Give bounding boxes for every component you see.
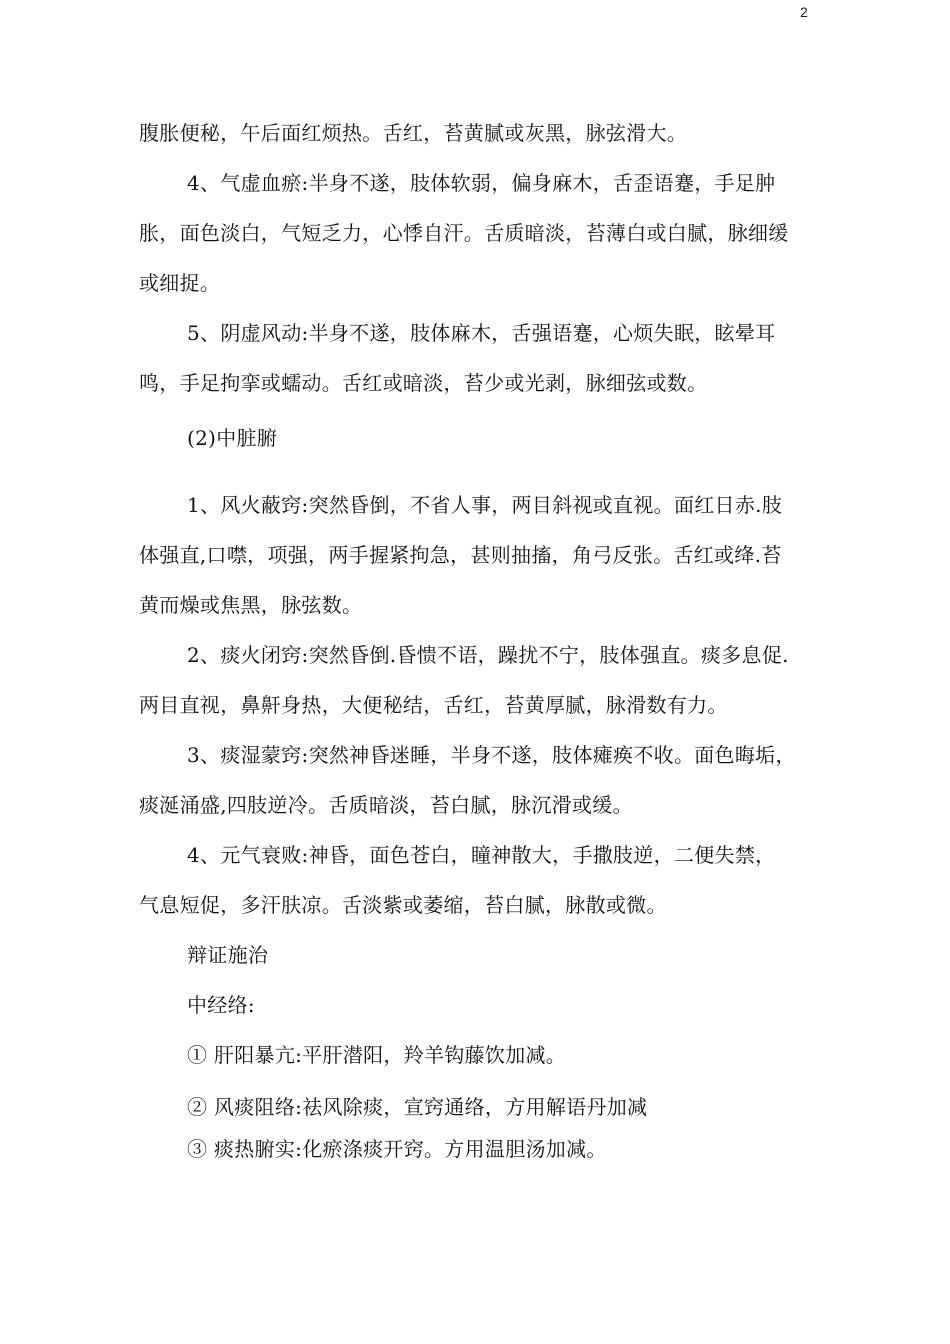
- text-line: 3、痰湿蒙窍:突然神昏迷睡，半身不遂，肢体瘫痪不收。面色晦垢，: [187, 743, 796, 767]
- list-item: ① 肝阳暴亢:平肝潜阳，羚羊钩藤饮加减。: [187, 1043, 567, 1067]
- section-heading: (2)中脏腑: [187, 426, 278, 450]
- text-line: 体强直,口噤，项强，两手握紧拘急，甚则抽搐，角弓反张。舌红或绛.苔: [139, 543, 782, 567]
- text-line: 胀，面色淡白，气短乏力，心悸自汗。舌质暗淡，苔薄白或白腻，脉细缓: [139, 221, 789, 245]
- text-line: 黄而燥或焦黑，脉弦数。: [139, 593, 363, 617]
- page-number: 2: [800, 4, 808, 20]
- section-heading: 辩证施治: [187, 943, 269, 967]
- text-line: 痰涎涌盛,四肢逆冷。舌质暗淡，苔白腻，脉沉滑或缓。: [139, 793, 633, 817]
- list-item: ② 风痰阻络:祛风除痰，宣窍通络，方用解语丹加减: [187, 1095, 648, 1119]
- text-line: 两目直视，鼻鼾身热，大便秘结，舌红，苔黄厚腻，脉滑数有力。: [139, 693, 728, 717]
- text-line: 腹胀便秘，午后面红烦热。舌红，苔黄腻或灰黑，脉弦滑大。: [139, 121, 688, 145]
- list-item: ③ 痰热腑实:化瘀涤痰开窍。方用温胆汤加减。: [187, 1137, 607, 1161]
- text-line: 5、阴虚风动:半身不遂，肢体麻木，舌强语蹇，心烦失眠，眩晕耳: [187, 321, 776, 345]
- text-line: 2、痰火闭窍:突然昏倒.昏愦不语，躁扰不宁，肢体强直。痰多息促.: [187, 643, 789, 667]
- text-line: 4、气虚血瘀:半身不遂，肢体软弱，偏身麻木，舌歪语蹇，手足肿: [187, 171, 776, 195]
- subsection-heading: 中经络:: [187, 993, 255, 1017]
- text-line: 气息短促，多汗肤凉。舌淡紫或萎缩，苔白腻，脉散或微。: [139, 893, 667, 917]
- text-line: 1、风火蔽窍:突然昏倒，不省人事，两目斜视或直视。面红日赤.肢: [187, 493, 783, 517]
- text-line: 4、元气衰败:神昏，面色苍白，瞳神散大，手撒肢逆，二便失禁，: [187, 843, 776, 867]
- text-line: 或细捉。: [139, 271, 221, 295]
- text-line: 鸣，手足拘挛或蠕动。舌红或暗淡，苔少或光剥，脉细弦或数。: [139, 371, 708, 395]
